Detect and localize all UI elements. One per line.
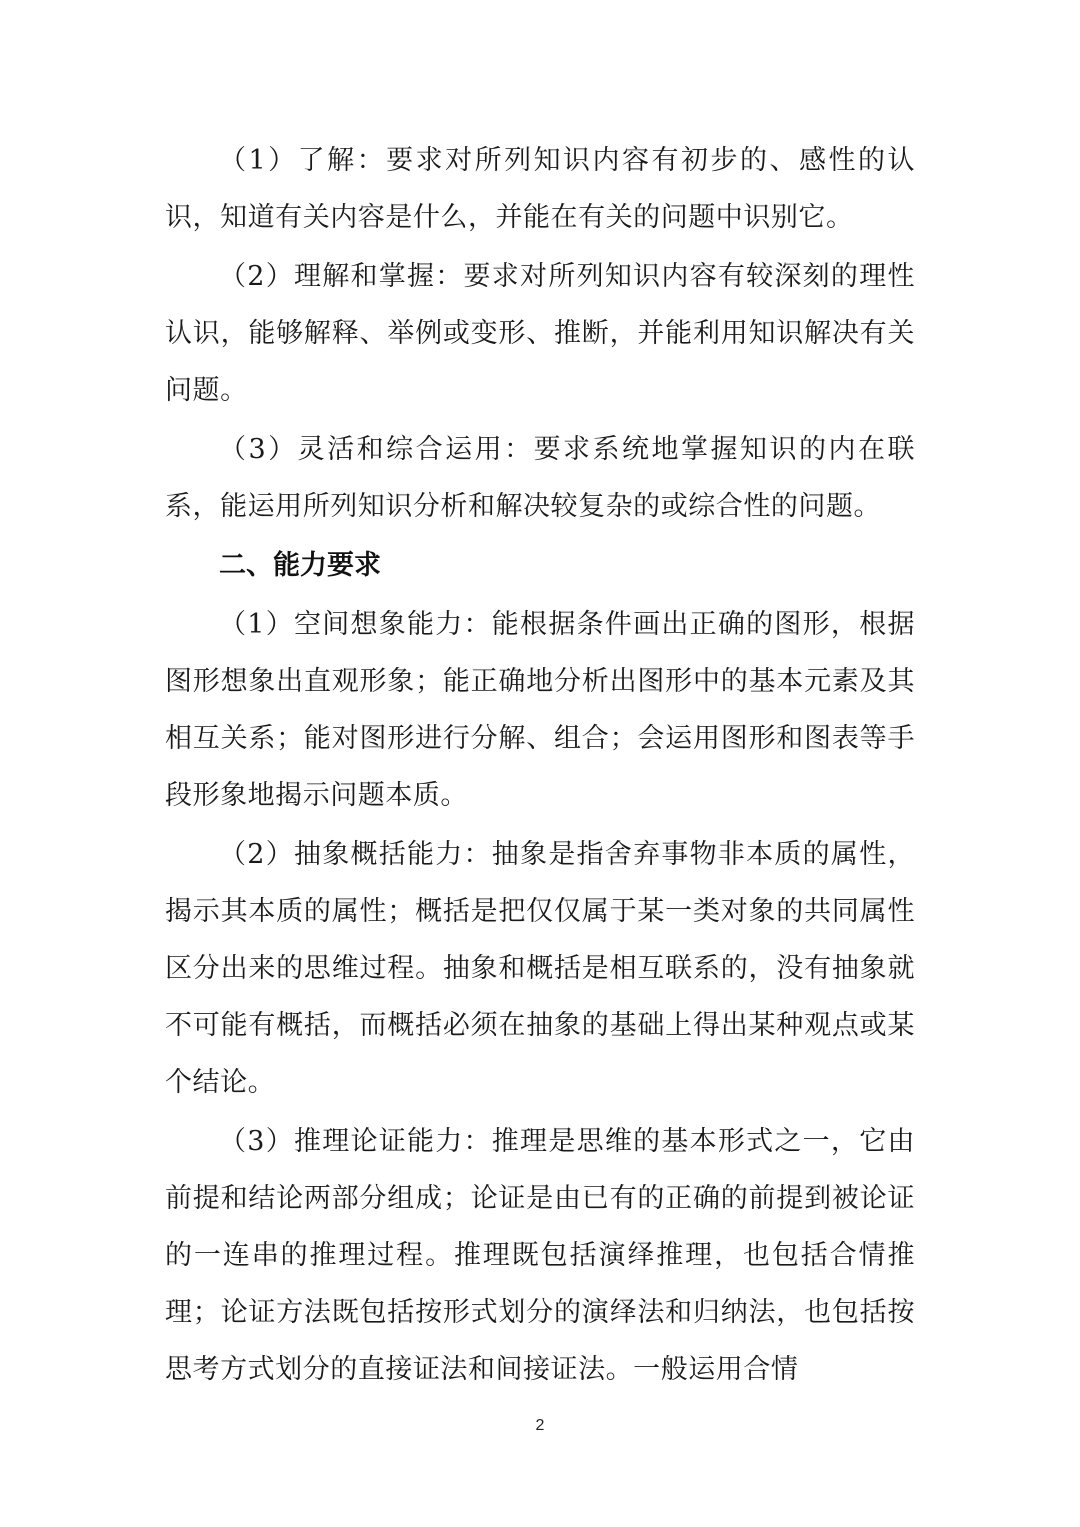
paragraph-spatial-imagination: （1）空间想象能力：能根据条件画出正确的图形，根据图形想象出直观形象；能正确地分析出图形中的基本元素及其相互关系；能对图形进行分解、组合；会运用图形和图表等手段形象地揭示问题本质。: [165, 609, 915, 811]
page-number: 2: [535, 1417, 545, 1434]
page-body: [165, 132, 915, 1400]
paragraph-reasoning-argument: （3）推理论证能力：推理是思维的基本形式之一，它由前提和结论两部分组成；论证是由已有的正确的前提到被论证的一连串的推理过程。推理既包括演绎推理，也包括合情推理；论证方法既包括按形式划分的演绎法和归纳法，也包括按思考方式划分的直接证法和间接证法。一般运用合情: [165, 1126, 915, 1385]
paragraph-knowledge-level-1: （1）了解：要求对所列知识内容有初步的、感性的认识，知道有关内容是什么，并能在有关的问题中识别它。: [165, 145, 915, 233]
paragraph-knowledge-level-2: （2）理解和掌握：要求对所列知识内容有较深刻的理性认识，能够解释、举例或变形、推断，并能利用知识解决有关问题。: [165, 261, 915, 406]
paragraph-abstract-generalization: （2）抽象概括能力：抽象是指舍弃事物非本质的属性，揭示其本质的属性；概括是把仅仅属于某一类对象的共同属性区分出来的思维过程。抽象和概括是相互联系的，没有抽象就不可能有概括，而概括必须在抽象的基础上得出某种观点或某个结论。: [165, 839, 915, 1098]
section-heading-ability-requirements: 二、能力要求: [219, 550, 381, 581]
paragraph-knowledge-level-3: （3）灵活和综合运用：要求系统地掌握知识的内在联系，能运用所列知识分析和解决较复杂的或综合性的问题。: [165, 434, 915, 522]
